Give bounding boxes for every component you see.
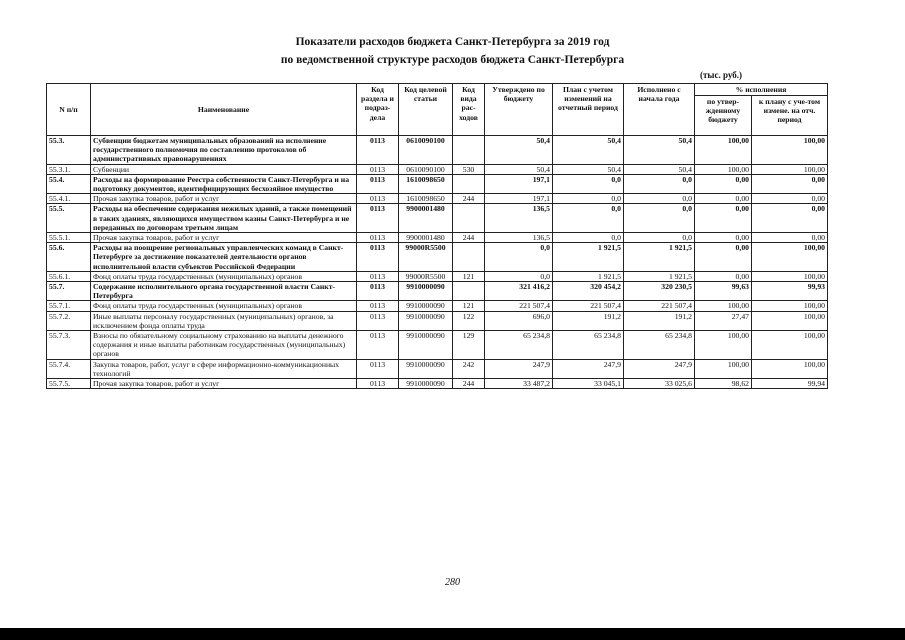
- row-kod-tseli: 99000R5500: [399, 271, 453, 281]
- row-utv: 0,0: [485, 243, 553, 272]
- row-kod-vida: 530: [453, 164, 485, 174]
- header-pct-plan: к плану с уче-том измене. на отч. период: [752, 96, 828, 136]
- row-utv: 136,5: [485, 204, 553, 233]
- row-plan: 0,0: [553, 204, 624, 233]
- header-kod-vida: Код вида рас-ходов: [453, 84, 485, 136]
- header-kod-razdela: Код раздела и подраз-дела: [357, 84, 399, 136]
- row-name: Взносы по обязательному социальному страхованию на выплаты денежного содержания и иные выплаты работникам государственных (муниципальных) органов: [91, 331, 357, 360]
- row-pct-utv: 0,00: [695, 204, 752, 233]
- row-name: Содержание исполнительного органа государственной власти Санкт-Петербурга: [91, 282, 357, 301]
- row-plan: 191,2: [553, 311, 624, 330]
- page-title-line2: по ведомственной структуре расходов бюджета Санкт-Петербурга: [280, 54, 625, 66]
- row-ispoln: 1 921,5: [624, 271, 695, 281]
- row-name: Субвенции: [91, 164, 357, 174]
- row-utv: 197,1: [485, 194, 553, 204]
- budget-table: [46, 83, 828, 389]
- row-num: 55.6.1.: [47, 271, 91, 281]
- row-kod-vida: 122: [453, 311, 485, 330]
- row-ispoln: 0,0: [624, 233, 695, 243]
- table-row: [47, 233, 828, 243]
- row-utv: 50,4: [485, 136, 553, 165]
- row-plan: 1 921,5: [553, 271, 624, 281]
- row-pct-plan: 100,00: [752, 331, 828, 360]
- row-kod-razdela: 0113: [357, 194, 399, 204]
- row-pct-utv: 99,63: [695, 282, 752, 301]
- row-kod-razdela: 0113: [357, 331, 399, 360]
- row-name: Фонд оплаты труда государственных (муниципальных) органов: [91, 271, 357, 281]
- row-name: Фонд оплаты труда государственных (муниципальных) органов: [91, 301, 357, 311]
- row-kod-vida: 129: [453, 331, 485, 360]
- row-plan: 33 045,1: [553, 379, 624, 389]
- header-plan: План с учетом изменений на отчетный период: [553, 84, 624, 136]
- row-kod-vida: 121: [453, 271, 485, 281]
- row-utv: 65 234,8: [485, 331, 553, 360]
- row-kod-vida: [453, 204, 485, 233]
- table-row: [47, 194, 828, 204]
- row-kod-razdela: 0113: [357, 233, 399, 243]
- row-pct-plan: 99,93: [752, 282, 828, 301]
- row-kod-razdela: 0113: [357, 204, 399, 233]
- header-name: Наименование: [91, 84, 357, 136]
- row-name: Закупка товаров, работ, услуг в сфере информационно-коммуникационных технологий: [91, 359, 357, 378]
- row-pct-utv: 100,00: [695, 301, 752, 311]
- page-number: 280: [445, 577, 460, 588]
- row-num: 55.3.1.: [47, 164, 91, 174]
- row-plan: 50,4: [553, 136, 624, 165]
- row-ispoln: 247,9: [624, 359, 695, 378]
- row-kod-tseli: 9910000090: [399, 282, 453, 301]
- row-ispoln: 320 230,5: [624, 282, 695, 301]
- header-ispoln: Исполнено с начала года: [624, 84, 695, 136]
- row-ispoln: 221 507,4: [624, 301, 695, 311]
- row-ispoln: 0,0: [624, 194, 695, 204]
- row-pct-plan: 100,00: [752, 271, 828, 281]
- row-kod-razdela: 0113: [357, 282, 399, 301]
- row-kod-tseli: 0610090100: [399, 164, 453, 174]
- row-plan: 247,9: [553, 359, 624, 378]
- row-pct-plan: 100,00: [752, 311, 828, 330]
- row-kod-razdela: 0113: [357, 359, 399, 378]
- row-num: 55.7.: [47, 282, 91, 301]
- row-name: Субвенции бюджетам муниципальных образований на исполнение государственного полномочия по составлению протоколов об административных правонарушениях: [91, 136, 357, 165]
- row-num: 55.3.: [47, 136, 91, 165]
- row-name: Прочая закупка товаров, работ и услуг: [91, 194, 357, 204]
- row-ispoln: 0,0: [624, 174, 695, 193]
- row-pct-utv: 100,00: [695, 164, 752, 174]
- row-kod-tseli: 9910000090: [399, 301, 453, 311]
- row-kod-tseli: 9910000090: [399, 379, 453, 389]
- row-plan: 320 454,2: [553, 282, 624, 301]
- row-kod-tseli: 0610090100: [399, 136, 453, 165]
- row-kod-razdela: 0113: [357, 164, 399, 174]
- row-pct-plan: 0,00: [752, 194, 828, 204]
- header-pct-group: % исполнения: [695, 84, 828, 96]
- row-plan: 0,0: [553, 233, 624, 243]
- units-label: (тыс. руб.): [700, 70, 742, 80]
- bottom-black-bar: [0, 628, 905, 640]
- row-pct-plan: 99,94: [752, 379, 828, 389]
- row-kod-vida: [453, 136, 485, 165]
- row-pct-plan: 0,00: [752, 233, 828, 243]
- row-name: Расходы на формирование Реестра собственности Санкт-Петербурга и на подготовку документов, идентифицирующих бесхозяйное имущество: [91, 174, 357, 193]
- row-pct-utv: 100,00: [695, 359, 752, 378]
- row-kod-razdela: 0113: [357, 243, 399, 272]
- row-pct-utv: 0,00: [695, 233, 752, 243]
- row-kod-vida: [453, 243, 485, 272]
- row-num: 55.5.1.: [47, 233, 91, 243]
- row-pct-utv: 100,00: [695, 136, 752, 165]
- row-kod-vida: 121: [453, 301, 485, 311]
- row-kod-tseli: 1610098650: [399, 174, 453, 193]
- row-plan: 50,4: [553, 164, 624, 174]
- header-kod-tseli: Код целевой статьи: [399, 84, 453, 136]
- row-kod-tseli: 9900001480: [399, 233, 453, 243]
- row-utv: 321 416,2: [485, 282, 553, 301]
- row-name: Прочая закупка товаров, работ и услуг: [91, 233, 357, 243]
- row-kod-tseli: 9910000090: [399, 311, 453, 330]
- row-kod-razdela: 0113: [357, 301, 399, 311]
- table-row: [47, 164, 828, 174]
- table-row: [47, 282, 828, 301]
- row-plan: 65 234,8: [553, 331, 624, 360]
- row-num: 55.5.: [47, 204, 91, 233]
- row-kod-razdela: 0113: [357, 311, 399, 330]
- table-row: [47, 204, 828, 233]
- row-utv: 0,0: [485, 271, 553, 281]
- row-utv: 197,1: [485, 174, 553, 193]
- row-kod-razdela: 0113: [357, 379, 399, 389]
- row-kod-vida: 244: [453, 194, 485, 204]
- row-ispoln: 50,4: [624, 164, 695, 174]
- row-kod-tseli: 9910000090: [399, 331, 453, 360]
- row-pct-plan: 0,00: [752, 174, 828, 193]
- row-kod-vida: 244: [453, 379, 485, 389]
- row-utv: 136,5: [485, 233, 553, 243]
- header-utv: Утверждено по бюджету: [485, 84, 553, 136]
- row-utv: 696,0: [485, 311, 553, 330]
- row-kod-tseli: 99000R5500: [399, 243, 453, 272]
- row-num: 55.7.1.: [47, 301, 91, 311]
- row-num: 55.6.: [47, 243, 91, 272]
- row-kod-vida: 244: [453, 233, 485, 243]
- row-kod-razdela: 0113: [357, 271, 399, 281]
- row-num: 55.7.2.: [47, 311, 91, 330]
- row-kod-tseli: 9900001480: [399, 204, 453, 233]
- row-plan: 0,0: [553, 194, 624, 204]
- row-pct-utv: 100,00: [695, 331, 752, 360]
- row-num: 55.4.: [47, 174, 91, 193]
- row-num: 55.4.1.: [47, 194, 91, 204]
- header-pct-utv: по утвер-жденному бюджету: [695, 96, 752, 136]
- row-ispoln: 50,4: [624, 136, 695, 165]
- row-kod-vida: 242: [453, 359, 485, 378]
- row-kod-tseli: 1610098650: [399, 194, 453, 204]
- row-pct-utv: 0,00: [695, 194, 752, 204]
- row-utv: 247,9: [485, 359, 553, 378]
- table-row: [47, 311, 828, 330]
- row-utv: 33 487,2: [485, 379, 553, 389]
- row-ispoln: 191,2: [624, 311, 695, 330]
- header-num: N п/п: [47, 84, 91, 136]
- table-row: [47, 174, 828, 193]
- row-pct-utv: 27,47: [695, 311, 752, 330]
- row-pct-plan: 100,00: [752, 164, 828, 174]
- page-title-line1: Показатели расходов бюджета Санкт-Петербурга за 2019 год: [295, 36, 610, 48]
- row-pct-utv: 0,00: [695, 243, 752, 272]
- row-kod-tseli: 9910000090: [399, 359, 453, 378]
- row-kod-razdela: 0113: [357, 136, 399, 165]
- row-utv: 221 507,4: [485, 301, 553, 311]
- row-num: 55.7.4.: [47, 359, 91, 378]
- table-row: [47, 301, 828, 311]
- table-row: [47, 271, 828, 281]
- row-kod-vida: [453, 282, 485, 301]
- row-pct-plan: 100,00: [752, 243, 828, 272]
- row-pct-plan: 0,00: [752, 204, 828, 233]
- row-num: 55.7.5.: [47, 379, 91, 389]
- row-name: Расходы на обеспечение содержания нежилых зданий, а также помещений в таких зданиях, являющихся имуществом казны Санкт-Петербурга и не переданных по договорам третьим лицам: [91, 204, 357, 233]
- row-pct-plan: 100,00: [752, 136, 828, 165]
- row-ispoln: 1 921,5: [624, 243, 695, 272]
- row-name: Прочая закупка товаров, работ и услуг: [91, 379, 357, 389]
- row-num: 55.7.3.: [47, 331, 91, 360]
- table-row: [47, 331, 828, 360]
- row-pct-utv: 0,00: [695, 271, 752, 281]
- row-pct-utv: 0,00: [695, 174, 752, 193]
- row-kod-razdela: 0113: [357, 174, 399, 193]
- row-plan: 221 507,4: [553, 301, 624, 311]
- table-row: [47, 136, 828, 165]
- row-utv: 50,4: [485, 164, 553, 174]
- row-ispoln: 33 025,6: [624, 379, 695, 389]
- row-pct-plan: 100,00: [752, 359, 828, 378]
- table-row: [47, 359, 828, 378]
- row-name: Расходы на поощрение региональных управленческих команд в Санкт-Петербурге за достижение показателей деятельности органов исполнительной власти субъектов Российской Федерации: [91, 243, 357, 272]
- table-row: [47, 243, 828, 272]
- row-ispoln: 0,0: [624, 204, 695, 233]
- row-kod-vida: [453, 174, 485, 193]
- row-pct-utv: 98,62: [695, 379, 752, 389]
- row-ispoln: 65 234,8: [624, 331, 695, 360]
- row-plan: 0,0: [553, 174, 624, 193]
- table-row: [47, 379, 828, 389]
- row-name: Иные выплаты персоналу государственных (муниципальных) органов, за исключением фонда оплаты труда: [91, 311, 357, 330]
- row-pct-plan: 100,00: [752, 301, 828, 311]
- row-plan: 1 921,5: [553, 243, 624, 272]
